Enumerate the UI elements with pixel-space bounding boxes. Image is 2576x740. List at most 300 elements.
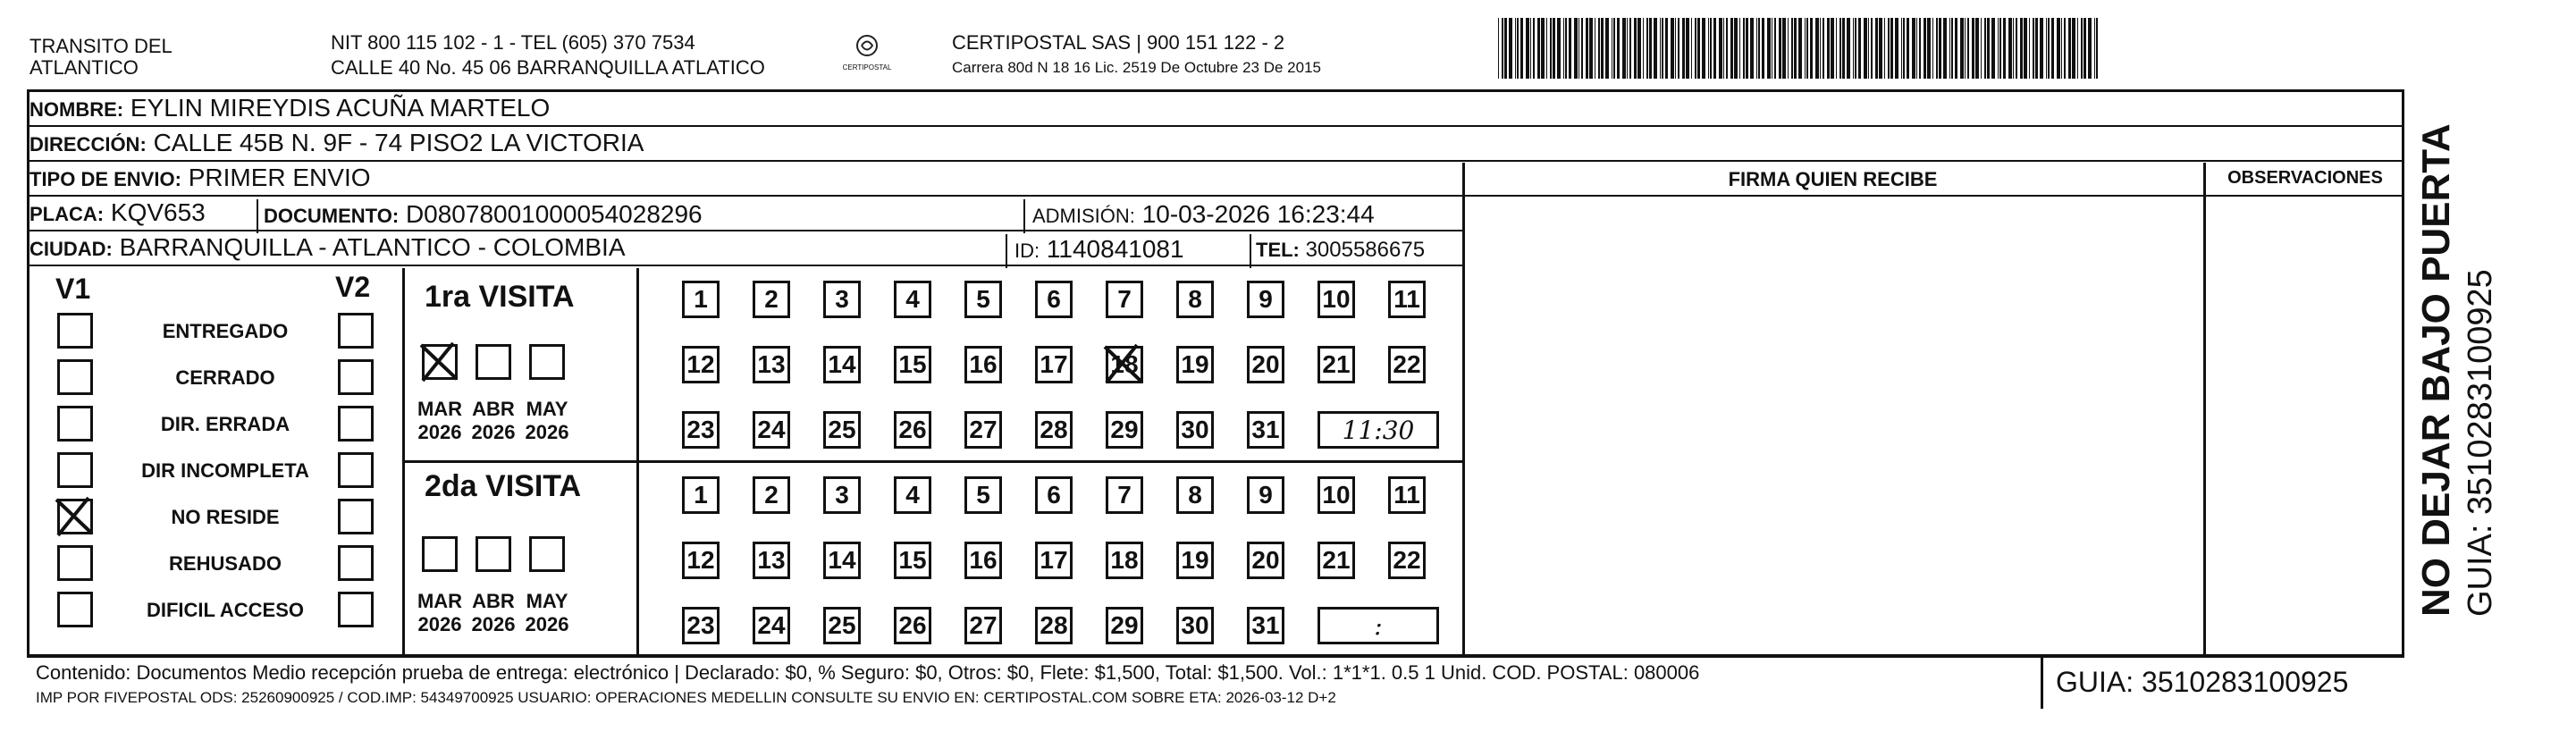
month-checkbox[interactable]: [422, 536, 458, 572]
v1-checkbox[interactable]: [57, 359, 93, 395]
barcode-bar: [1550, 18, 1552, 79]
documento-value: D08078001000054028296: [405, 200, 703, 228]
day-box[interactable]: 1: [682, 281, 720, 318]
barcode-bar: [1537, 18, 1540, 79]
day-box[interactable]: 16: [964, 346, 1002, 383]
day-box[interactable]: 25: [823, 411, 861, 449]
id-field: [1014, 234, 1184, 266]
barcode-bar: [1967, 18, 1969, 79]
direccion-value: CALLE 45B N. 9F - 74 PISO2 LA VICTORIA: [153, 129, 644, 156]
check-mark-icon: [417, 340, 464, 386]
imp-text: IMP POR FIVEPOSTAL ODS: 25260900925 / COD.IMP: 54349700925 USUARIO: OPERACIONES MEDELLIN CONSULTE SU ENVIO EN: CERTIPOSTAL.COM SOBRE ETA: 2026-03-12 D+2: [36, 689, 1336, 706]
barcode-bar: [1517, 18, 1519, 79]
day-box[interactable]: 28: [1035, 607, 1073, 644]
month-label: [465, 398, 522, 444]
barcode-bar: [1936, 18, 1938, 79]
day-box[interactable]: 19: [1176, 346, 1214, 383]
barcode-bar: [1794, 18, 1797, 79]
barcode-bar: [1734, 18, 1738, 79]
carrier-address: Carrera 80d N 18 16 Lic. 2519 De Octubre 23 De 2015: [952, 59, 1321, 76]
footer-divider: [27, 655, 2404, 658]
barcode-bar: [1629, 18, 1631, 79]
day-box[interactable]: 22: [1388, 542, 1426, 579]
month-year: 2026: [471, 613, 516, 635]
second-visit-title: 2da VISITA: [425, 469, 582, 503]
barcode-bar: [1853, 18, 1854, 79]
day-box[interactable]: 4: [894, 476, 931, 514]
nombre-row: [29, 93, 2403, 127]
barcode-bar: [1682, 18, 1685, 79]
barcode-bar: [1634, 18, 1637, 79]
day-box[interactable]: 14: [823, 542, 861, 579]
logo-icon: [854, 32, 880, 59]
day-box[interactable]: 9: [1247, 476, 1284, 514]
day-box[interactable]: 1: [682, 476, 720, 514]
day-box[interactable]: 9: [1247, 281, 1284, 318]
first-visit-title: 1ra VISITA: [425, 280, 575, 314]
barcode-bar: [1627, 18, 1628, 79]
barcode-bar: [1884, 18, 1885, 79]
v2-checkbox[interactable]: [338, 499, 374, 534]
barcode-bar: [2094, 18, 2095, 79]
v2-checkbox[interactable]: [338, 406, 374, 441]
barcode-bar: [1864, 18, 1867, 79]
tel-field: [1256, 237, 1425, 264]
barcode-bar: [2035, 18, 2038, 79]
day-box[interactable]: 29: [1106, 607, 1143, 644]
barcode-bar: [1713, 18, 1716, 79]
barcode-bar: [2029, 18, 2030, 79]
barcode-bar: [1820, 18, 1821, 79]
admision-label: ADMISIÓN:: [1032, 205, 1135, 227]
divider: [1250, 234, 1251, 268]
placa-value: KQV653: [110, 198, 206, 226]
day-box[interactable]: 28: [1035, 411, 1073, 449]
day-box[interactable]: 24: [753, 411, 790, 449]
v1-checkbox[interactable]: [57, 406, 93, 441]
side-guia: GUIA: 3510283100925: [2462, 269, 2499, 617]
day-box[interactable]: 20: [1247, 346, 1284, 383]
barcode-bar: [1855, 18, 1856, 79]
barcode-bar: [1691, 18, 1692, 79]
tel-label: TEL:: [1256, 239, 1300, 261]
day-box[interactable]: 23: [682, 411, 720, 449]
day-box[interactable]: 17: [1035, 346, 1073, 383]
month-label: [411, 590, 468, 636]
logo-text: CERTIPOSTAL: [842, 63, 892, 71]
barcode-bar: [1943, 18, 1947, 79]
v1-checkbox[interactable]: [57, 313, 93, 349]
status-option-label: ENTREGADO: [162, 320, 289, 342]
barcode-bar: [1972, 18, 1974, 79]
side-text: [2413, 80, 2501, 617]
barcode-bar: [1719, 18, 1722, 79]
barcode-bar: [2003, 18, 2006, 79]
barcode-bar: [1662, 18, 1663, 79]
barcode-bar: [2040, 18, 2043, 79]
status-option-label: CERRADO: [175, 366, 275, 389]
v1-checkbox[interactable]: [57, 452, 93, 488]
day-box[interactable]: 16: [964, 542, 1002, 579]
divider: [1023, 199, 1025, 233]
barcode-bar: [2081, 18, 2083, 79]
barcode-bar: [1675, 18, 1676, 79]
barcode-bar: [1806, 18, 1808, 79]
month-year: 2026: [471, 421, 516, 443]
barcode-bar: [1842, 18, 1845, 79]
day-box[interactable]: 29: [1106, 411, 1143, 449]
barcode-bar: [2096, 18, 2098, 79]
month-name: ABR: [472, 398, 515, 420]
barcode-bar: [1601, 18, 1604, 79]
barcode-bar: [1758, 18, 1760, 79]
barcode-bar: [1924, 18, 1926, 79]
barcode-bar: [1987, 18, 1990, 79]
barcode-bar: [1998, 18, 1999, 79]
status-option-label: REHUSADO: [169, 552, 282, 575]
barcode-bar: [2061, 18, 2062, 79]
barcode-bar: [2016, 18, 2017, 79]
barcode-bar: [1723, 18, 1724, 79]
barcode-bar: [1743, 18, 1745, 79]
barcode-bar: [1912, 18, 1915, 79]
time-box[interactable]: :: [1317, 607, 1439, 644]
day-box[interactable]: 13: [753, 346, 790, 383]
ciudad-value: BARRANQUILLA - ATLANTICO - COLOMBIA: [119, 233, 626, 261]
carrier-block: [952, 32, 1321, 77]
barcode-bar: [2048, 18, 2050, 79]
barcode-bar: [1710, 18, 1712, 79]
barcode-bar: [1504, 18, 1507, 79]
barcode-bar: [2051, 18, 2054, 79]
contenido-text: Contenido: Documentos Medio recepción prueba de entrega: electrónico | Declarado: $0, % Seguro: $0, Otros: $0, Flete: $1,500, Total: $1,500. Vol.: 1*1*1. 0.5 1 Unid. COD. POSTAL: 080006: [36, 661, 1700, 684]
barcode-bar: [1779, 18, 1781, 79]
v1-checkbox[interactable]: [57, 545, 93, 581]
day-box[interactable]: 10: [1317, 476, 1355, 514]
day-box[interactable]: 7: [1106, 281, 1143, 318]
barcode-bar: [1613, 18, 1615, 79]
day-box[interactable]: 24: [753, 607, 790, 644]
day-box[interactable]: 23: [682, 607, 720, 644]
barcode-bar: [1827, 18, 1830, 79]
day-box[interactable]: 27: [964, 607, 1002, 644]
tipo-value: PRIMER ENVIO: [188, 164, 371, 191]
day-box[interactable]: 10: [1317, 281, 1355, 318]
barcode-bar: [1515, 18, 1516, 79]
id-value: 1140841081: [1046, 235, 1184, 263]
barcode-bar: [1637, 18, 1641, 79]
month-year: 2026: [525, 613, 569, 635]
barcode-bar: [1836, 18, 1837, 79]
barcode-bar: [2077, 18, 2078, 79]
day-box[interactable]: 19: [1176, 542, 1214, 579]
barcode-bar: [1762, 18, 1764, 79]
day-box[interactable]: 20: [1247, 542, 1284, 579]
barcode-bar: [1553, 18, 1555, 79]
barcode-bar: [1907, 18, 1909, 79]
sender-contact: [331, 32, 765, 79]
day-box[interactable]: 15: [894, 346, 931, 383]
barcode-bar: [1888, 18, 1890, 79]
day-box[interactable]: 6: [1035, 476, 1073, 514]
barcode-bar: [1901, 18, 1902, 79]
barcode-bar: [1702, 18, 1705, 79]
day-box[interactable]: 12: [682, 542, 720, 579]
barcode-bar: [1890, 18, 1893, 79]
barcode-bar: [1756, 18, 1757, 79]
status-option-label: DIR. ERRADA: [160, 413, 290, 435]
nombre-label: NOMBRE:: [29, 98, 124, 121]
barcode-bar: [1939, 18, 1941, 79]
month-name: MAY: [526, 398, 568, 420]
barcode-bar: [1895, 18, 1898, 79]
month-name: MAY: [526, 590, 568, 612]
barcode-bar: [1643, 18, 1644, 79]
sender-address: CALLE 40 No. 45 06 BARRANQUILLA ATLATICO: [331, 56, 765, 79]
barcode-bar: [1932, 18, 1933, 79]
carrier-name: CERTIPOSTAL SAS | 900 151 122 - 2: [952, 31, 1285, 54]
barcode-bar: [1927, 18, 1931, 79]
barcode-bar: [1879, 18, 1882, 79]
day-box[interactable]: 25: [823, 607, 861, 644]
admision-field: [1032, 199, 1375, 231]
barcode-bar: [1557, 18, 1561, 79]
day-box[interactable]: 4: [894, 281, 931, 318]
v2-checkbox[interactable]: [338, 359, 374, 395]
time-box[interactable]: 11:30: [1317, 411, 1439, 449]
sender-nit: NIT 800 115 102 - 1 - TEL (605) 370 7534: [331, 31, 695, 54]
barcode-bar: [1589, 18, 1593, 79]
firma-header: FIRMA QUIEN RECIBE: [1728, 168, 1938, 190]
barcode-bar: [1654, 18, 1657, 79]
barcode-bar: [1975, 18, 1979, 79]
barcode-bar: [1767, 18, 1771, 79]
day-box[interactable]: 5: [964, 281, 1002, 318]
barcode-bar: [1541, 18, 1545, 79]
day-box[interactable]: 21: [1317, 346, 1355, 383]
barcode-bar: [1509, 18, 1512, 79]
tipo-label: TIPO DE ENVIO:: [29, 168, 181, 190]
footer-guia-divider: [2041, 655, 2043, 709]
day-box[interactable]: 5: [964, 476, 1002, 514]
month-checkbox[interactable]: [422, 344, 458, 380]
divider: [1006, 234, 1007, 268]
barcode-bar: [1919, 18, 1921, 79]
v1-label: V1: [55, 273, 91, 305]
barcode-bar: [1563, 18, 1564, 79]
day-box[interactable]: 26: [894, 411, 931, 449]
month-year: 2026: [417, 613, 462, 635]
check-mark-icon: [53, 494, 99, 541]
barcode-bar: [1916, 18, 1917, 79]
barcode-bar: [1839, 18, 1841, 79]
ciudad-row: [29, 232, 1463, 266]
barcode-bar: [1831, 18, 1834, 79]
direccion-row: [29, 128, 2403, 162]
day-box[interactable]: 8: [1176, 476, 1214, 514]
placa-label: PLACA:: [29, 203, 105, 225]
day-box[interactable]: 8: [1176, 281, 1214, 318]
day-box[interactable]: 27: [964, 411, 1002, 449]
sender-line2: ATLANTICO: [29, 56, 139, 79]
visit-divider: [402, 460, 1462, 463]
day-box[interactable]: 15: [894, 542, 931, 579]
month-year: 2026: [417, 421, 462, 443]
day-box[interactable]: 6: [1035, 281, 1073, 318]
admision-value: 10-03-2026 16:23:44: [1141, 200, 1375, 228]
barcode-bar: [1574, 18, 1578, 79]
barcode-bar: [2084, 18, 2086, 79]
day-box[interactable]: 26: [894, 607, 931, 644]
day-box[interactable]: 11: [1388, 281, 1426, 318]
barcode-bar: [2013, 18, 2014, 79]
day-box[interactable]: 31: [1247, 411, 1284, 449]
barcode-bar: [1695, 18, 1696, 79]
month-name: ABR: [472, 590, 515, 612]
barcode-bar: [1546, 18, 1547, 79]
month-label: [411, 398, 468, 444]
barcode-bar: [1726, 18, 1728, 79]
v2-checkbox[interactable]: [338, 592, 374, 627]
day-box[interactable]: 21: [1317, 542, 1355, 579]
barcode-bar: [2064, 18, 2066, 79]
day-box[interactable]: 3: [823, 281, 861, 318]
barcode-bar: [1903, 18, 1905, 79]
nombre-value: EYLIN MIREYDIS ACUÑA MARTELO: [130, 94, 551, 122]
month-checkbox[interactable]: [476, 344, 511, 380]
tel-value: 3005586675: [1305, 238, 1426, 262]
month-checkbox[interactable]: [529, 344, 565, 380]
barcode-bar: [2008, 18, 2012, 79]
barcode-bar: [1520, 18, 1523, 79]
day-box[interactable]: 2: [753, 476, 790, 514]
barcode-bar: [1665, 18, 1668, 79]
barcode-bar: [1746, 18, 1748, 79]
day-box[interactable]: 7: [1106, 476, 1143, 514]
barcode-bar: [1847, 18, 1850, 79]
month-checkbox[interactable]: [529, 536, 565, 572]
day-box[interactable]: 18: [1106, 542, 1143, 579]
day-box[interactable]: 11: [1388, 476, 1426, 514]
sender-line1: TRANSITO DEL: [29, 35, 173, 57]
barcode-bar: [1649, 18, 1652, 79]
barcode-bar: [2033, 18, 2034, 79]
certipostal-logo: [836, 32, 898, 71]
barcode-bar: [1739, 18, 1740, 79]
barcode-bar: [1788, 18, 1789, 79]
barcode-bar: [1791, 18, 1793, 79]
day-box[interactable]: 17: [1035, 542, 1073, 579]
v1-checkbox[interactable]: [57, 592, 93, 627]
day-box[interactable]: 18: [1106, 346, 1143, 383]
barcode-bar: [2072, 18, 2075, 79]
barcode-bar: [1678, 18, 1679, 79]
month-label: [465, 590, 522, 636]
barcode-bar: [1730, 18, 1733, 79]
barcode-bar: [1991, 18, 1995, 79]
day-box[interactable]: 31: [1247, 607, 1284, 644]
footer-guia: GUIA: 3510283100925: [2056, 666, 2349, 698]
barcode-bar: [1871, 18, 1873, 79]
barcode-bar: [1586, 18, 1588, 79]
barcode-bar: [1949, 18, 1950, 79]
obs-divider: [2203, 163, 2206, 657]
barcode-bar: [2068, 18, 2071, 79]
barcode-bar: [2046, 18, 2047, 79]
status-option-label: NO RESIDE: [171, 506, 280, 528]
barcode-bar: [1858, 18, 1861, 79]
status-option-label: DIR INCOMPLETA: [141, 459, 309, 482]
month-year: 2026: [525, 421, 569, 443]
barcode-bar: [1798, 18, 1802, 79]
barcode-bar: [1502, 18, 1503, 79]
day-box[interactable]: 30: [1176, 411, 1214, 449]
barcode-bar: [1686, 18, 1689, 79]
v2-checkbox[interactable]: [338, 313, 374, 349]
sender-block: [29, 36, 173, 79]
v2-label: V2: [335, 271, 371, 303]
barcode-bar: [1569, 18, 1571, 79]
barcode-bar: [1605, 18, 1609, 79]
barcode-bar: [2020, 18, 2023, 79]
direccion-label: DIRECCIÓN:: [29, 133, 147, 156]
month-name: MAR: [417, 590, 463, 612]
barcode-bar: [1965, 18, 1966, 79]
barcode-bar: [1617, 18, 1620, 79]
day-box[interactable]: 14: [823, 346, 861, 383]
divider: [257, 199, 258, 233]
month-checkbox[interactable]: [476, 536, 511, 572]
barcode-bar: [1999, 18, 2001, 79]
barcode-bar: [1774, 18, 1776, 79]
month-name: MAR: [417, 398, 463, 420]
barcode-bar: [1671, 18, 1674, 79]
barcode-bar: [1750, 18, 1754, 79]
barcode-bar: [2057, 18, 2060, 79]
v2-checkbox[interactable]: [338, 545, 374, 581]
barcode-bar: [2024, 18, 2027, 79]
barcode-bar: [1805, 18, 1806, 79]
barcode-bar: [1815, 18, 1819, 79]
tipo-row: [29, 163, 1463, 197]
barcode-bar: [1598, 18, 1600, 79]
col-header-line: [1462, 195, 2404, 197]
barcode-bar: [1875, 18, 1878, 79]
barcode-bar: [1578, 18, 1579, 79]
day-box[interactable]: 22: [1388, 346, 1426, 383]
day-box[interactable]: 30: [1176, 607, 1214, 644]
barcode-bar: [1498, 18, 1499, 79]
check-mark-icon: [1101, 341, 1148, 388]
barcode-bar: [1960, 18, 1964, 79]
barcode-bar: [1868, 18, 1869, 79]
month-label: [518, 590, 576, 636]
barcode-bar: [1646, 18, 1648, 79]
barcode-bar: [1581, 18, 1583, 79]
day-box[interactable]: 13: [753, 542, 790, 579]
barcode-bar: [1533, 18, 1535, 79]
day-box[interactable]: 3: [823, 476, 861, 514]
observaciones-header: OBSERVACIONES: [2227, 168, 2383, 188]
v1-checkbox[interactable]: [57, 499, 93, 534]
day-box[interactable]: 2: [753, 281, 790, 318]
day-box[interactable]: 12: [682, 346, 720, 383]
ciudad-label: CIUDAD:: [29, 238, 113, 260]
barcode-bar: [1697, 18, 1700, 79]
barcode-bar: [1622, 18, 1626, 79]
v2-checkbox[interactable]: [338, 452, 374, 488]
side-warning: NO DEJAR BAJO PUERTA: [2414, 123, 2458, 617]
